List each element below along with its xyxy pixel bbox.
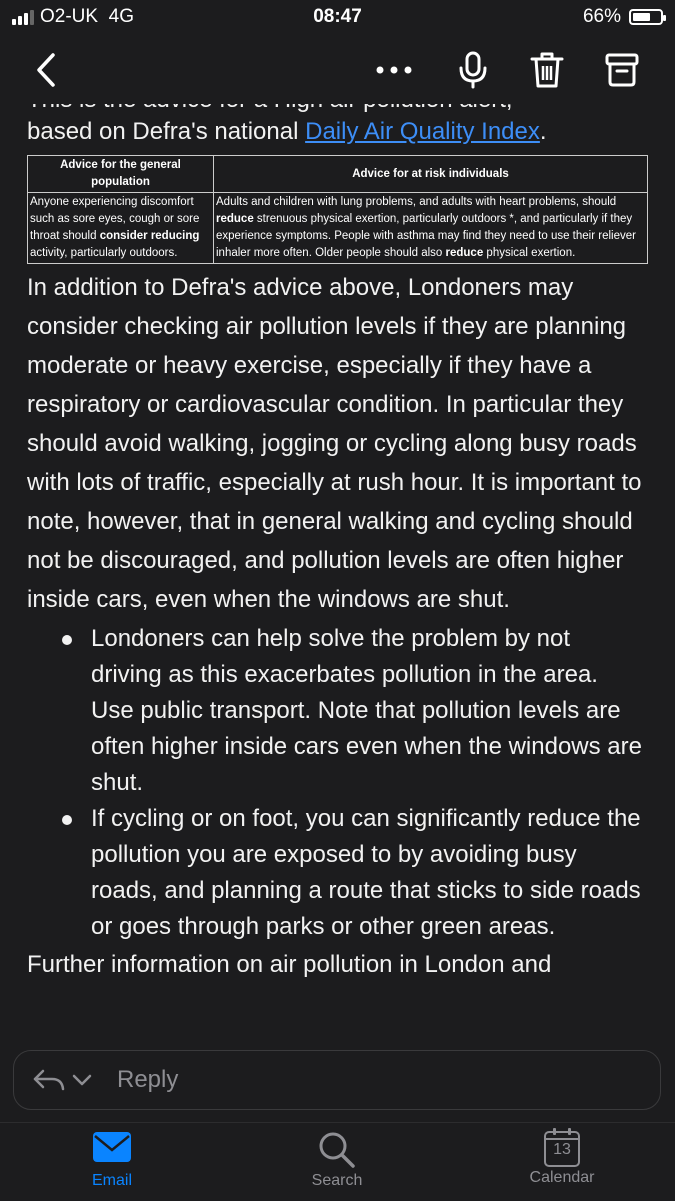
advice-paragraph: In addition to Defra's advice above, Londoners may consider checking air pollution levels if they are planning moderate or heavy exercise, especially if they have a respiratory or cardiovascular condition. In particular they should avoid walking, jogging or cycling along busy roads with lots of traffic, especially at rush hour. It is important to note, however, that in general walking and cycling should not be discouraged, and pollution levels are often higher inside cars, even when the windows are shut. <box>27 274 642 613</box>
delete-button[interactable] <box>525 48 569 92</box>
list-item: Londoners can help solve the problem by not driving as this exacerbates pollution in the area. Use public transport. Note that pollution levels are often higher inside cars even when the windows are shut. <box>91 621 647 801</box>
status-time: 08:47 <box>313 6 362 27</box>
microphone-icon <box>458 51 488 89</box>
status-bar <box>0 0 675 36</box>
dictate-button[interactable] <box>451 48 495 92</box>
trash-icon <box>530 51 564 89</box>
bullet-icon <box>62 635 72 645</box>
battery-percent: 66% <box>582 6 621 27</box>
further-info-text: Further information on air pollution in London and <box>27 951 552 978</box>
intro-text: based on Defra's national Daily Air Quality Index. <box>27 118 547 145</box>
tab-bar <box>0 1122 675 1201</box>
back-chevron-icon <box>34 52 58 88</box>
daily-air-quality-index-link[interactable]: Daily Air Quality Index <box>305 118 540 145</box>
battery-icon <box>629 9 663 25</box>
archive-icon <box>605 52 639 88</box>
advice-table <box>27 155 648 264</box>
tab-email[interactable] <box>52 1131 172 1190</box>
archive-button[interactable] <box>600 48 644 92</box>
tab-calendar-label: Calendar <box>529 1169 595 1186</box>
list-item: If cycling or on foot, you can significantly reduce the pollution you are exposed to by avoiding busy roads, and planning a route that sticks to side roads or goes through parks or other green areas. <box>91 801 647 945</box>
reply-bar <box>0 1040 675 1122</box>
general-advice-cell: Anyone experiencing discomfort such as sore eyes, cough or sore throat should consider reducing activity, particularly outdoors. <box>28 193 214 264</box>
tab-calendar[interactable] <box>502 1131 622 1187</box>
search-icon <box>317 1131 357 1169</box>
chevron-down-icon[interactable] <box>72 1074 92 1086</box>
more-dots-icon <box>374 65 414 75</box>
tab-email-label: Email <box>91 1172 132 1189</box>
calendar-day-number: 13 <box>553 1141 571 1158</box>
reply-field[interactable] <box>13 1050 661 1110</box>
reply-arrow-icon <box>32 1068 66 1092</box>
advice-list <box>27 621 647 945</box>
reply-label: Reply <box>117 1066 179 1093</box>
mail-icon <box>92 1131 132 1163</box>
carrier-label: O2-UK 4G <box>40 6 134 27</box>
email-body[interactable] <box>0 90 675 1040</box>
tab-search[interactable] <box>277 1131 397 1190</box>
table-header-at-risk: Advice for at risk individuals <box>214 156 648 193</box>
bullet-icon <box>62 815 72 825</box>
back-button[interactable] <box>24 48 68 92</box>
message-toolbar <box>0 36 675 104</box>
at-risk-advice-cell: Adults and children with lung problems, and adults with heart problems, should reduce strenuous physical exertion, particularly outdoors *, and particularly if they experience symptoms. People with asthma may find they need to use their reliever inhaler more often. Older people should also reduce physical exertion. <box>214 193 648 264</box>
table-header-general: Advice for the general population <box>28 156 214 193</box>
calendar-icon <box>544 1131 580 1167</box>
more-button[interactable] <box>372 48 416 92</box>
tab-search-label: Search <box>311 1172 363 1189</box>
